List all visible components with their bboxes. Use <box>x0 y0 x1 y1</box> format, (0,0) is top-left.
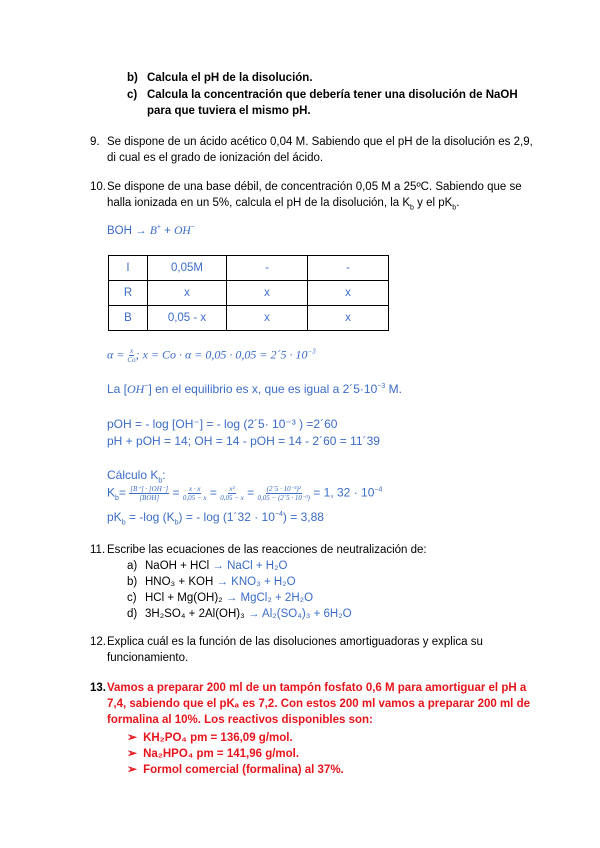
table-cell: x <box>308 306 389 331</box>
table-cell: 0,05 - x <box>148 306 227 331</box>
q11-number: 11. <box>90 544 106 556</box>
q12-line1: Explica cuál es la función de las disoluciones amortiguadoras y explica su <box>107 636 483 648</box>
q10-line2: halla ionizada en un 5%, calcula el pH de la disolución, la $K_b$ y el $pK_b$. <box>107 197 460 212</box>
kb-title: Cálculo $K_b$: <box>107 468 166 485</box>
q12-number: 12. <box>90 636 106 648</box>
table-cell: - <box>308 256 389 281</box>
arrow-bullet-icon: ➢ <box>127 762 138 776</box>
item-b-marker: b) <box>127 72 138 84</box>
reaction-b: b) HNO₃ + KOH → KNO₃ + H₂O <box>127 576 296 588</box>
table-row <box>109 281 389 306</box>
q10-number: 10. <box>90 181 106 193</box>
item-c-text-line1: Calcula la concentración que debería tener una disolución de NaOH <box>147 89 518 101</box>
table-cell: - <box>227 256 308 281</box>
q9-line1: Se dispone de un ácido acético 0,04 M. Sabiendo que el pH de la disolución es 2,9, <box>107 136 533 148</box>
q9-number: 9. <box>90 136 100 148</box>
item-c-text-line2: para que tuviera el mismo pH. <box>147 105 311 117</box>
q13-line2: 7,4, sabiendo que el pKₐ es 7,2. Con estos 200 ml vamos a preparar 200 ml de <box>107 698 530 710</box>
table-cell: B <box>109 306 148 331</box>
table-cell: x <box>227 306 308 331</box>
arrow-bullet-icon: ➢ <box>127 746 138 760</box>
table-cell: x <box>308 281 389 306</box>
table-row <box>109 256 389 281</box>
item-b-text: Calcula el pH de la disolución. <box>147 72 313 84</box>
q13-line1: Vamos a preparar 200 ml de un tampón fosfato 0,6 M para amortiguar el pH a <box>107 682 527 694</box>
item-c-marker: c) <box>127 89 138 101</box>
reagent-item: ➢ Na₂HPO₄ pm = 141,96 g/mol. <box>127 746 300 760</box>
q10-line1: Se dispone de una base débil, de concentración 0,05 M a 25ºC. Sabiendo que se <box>107 181 522 193</box>
table-cell: x <box>227 281 308 306</box>
table-cell: x <box>148 281 227 306</box>
q13-line3: formalina al 10%. Los reactivos disponibles son: <box>107 714 373 726</box>
kb-equation: $K_b=$ $\frac{[B^+] \cdot [OH^-]}{\text{[BOH]}}$ = $\frac{x \cdot x}{0,05 - x}$ = $\frac{\text{x²}}{0,05 - x}$ = $\frac{\text{(2´5 · 10⁻³)²}}{\text{0,05 − (2´5 · 10⁻³)}}$ = 1, $32 \cdot 10^{-4}$ <box>107 485 383 503</box>
poh-line: pOH = - log [OH⁻] = - log (2´5· 10⁻³ ) =2´60 <box>107 417 338 431</box>
reaction-a: a) NaOH + HCl → NaCl + H₂O <box>127 560 288 572</box>
table-cell: R <box>109 281 148 306</box>
q10-reaction: BOH → B+ + OH− <box>107 224 195 237</box>
reaction-d: d) 3H₂SO₄ + 2Al(OH)₃ → Al₂(SO₄)₃ + 6H₂O <box>127 608 352 620</box>
ph-line: pH + pOH = 14; OH = 14 - pOH = 14 - 2´60 = 11´39 <box>107 434 380 448</box>
reaction-c: c) HCl + Mg(OH)₂ → MgCl₂ + 2H₂O <box>127 592 314 604</box>
table-cell: 0,05M <box>148 256 227 281</box>
reagent-item: ➢ KH₂PO₄ pm = 136,09 g/mol. <box>127 730 293 744</box>
q13-number: 13. <box>90 682 106 694</box>
q12-line2: funcionamiento. <box>107 652 189 664</box>
table-row <box>109 306 389 331</box>
reagent-item: ➢ Formol comercial (formalina) al 37%. <box>127 762 344 776</box>
alpha-equation: α = $\frac{x}{Co}$ ; x = Co · α = 0,05 · 0,05 = 2´5 · $10^{-3}$ <box>107 347 316 364</box>
q9-line2: di cual es el grado de ionización del ácido. <box>107 152 324 164</box>
ice-table <box>108 255 389 331</box>
arrow-bullet-icon: ➢ <box>127 730 138 744</box>
oh-concentration-line: La [OH−] en el equilibrio es x, que es igual a $2´5\cdot 10^{-3}$ M. <box>107 382 402 396</box>
table-cell: I <box>109 256 148 281</box>
pkb-line: $pK_b = -\log$ $(K_b)$ = - log (1´32 · $10^{-4}) = 3,88$ <box>107 510 324 527</box>
q11-line1: Escribe las ecuaciones de las reacciones de neutralización de: <box>107 544 427 556</box>
